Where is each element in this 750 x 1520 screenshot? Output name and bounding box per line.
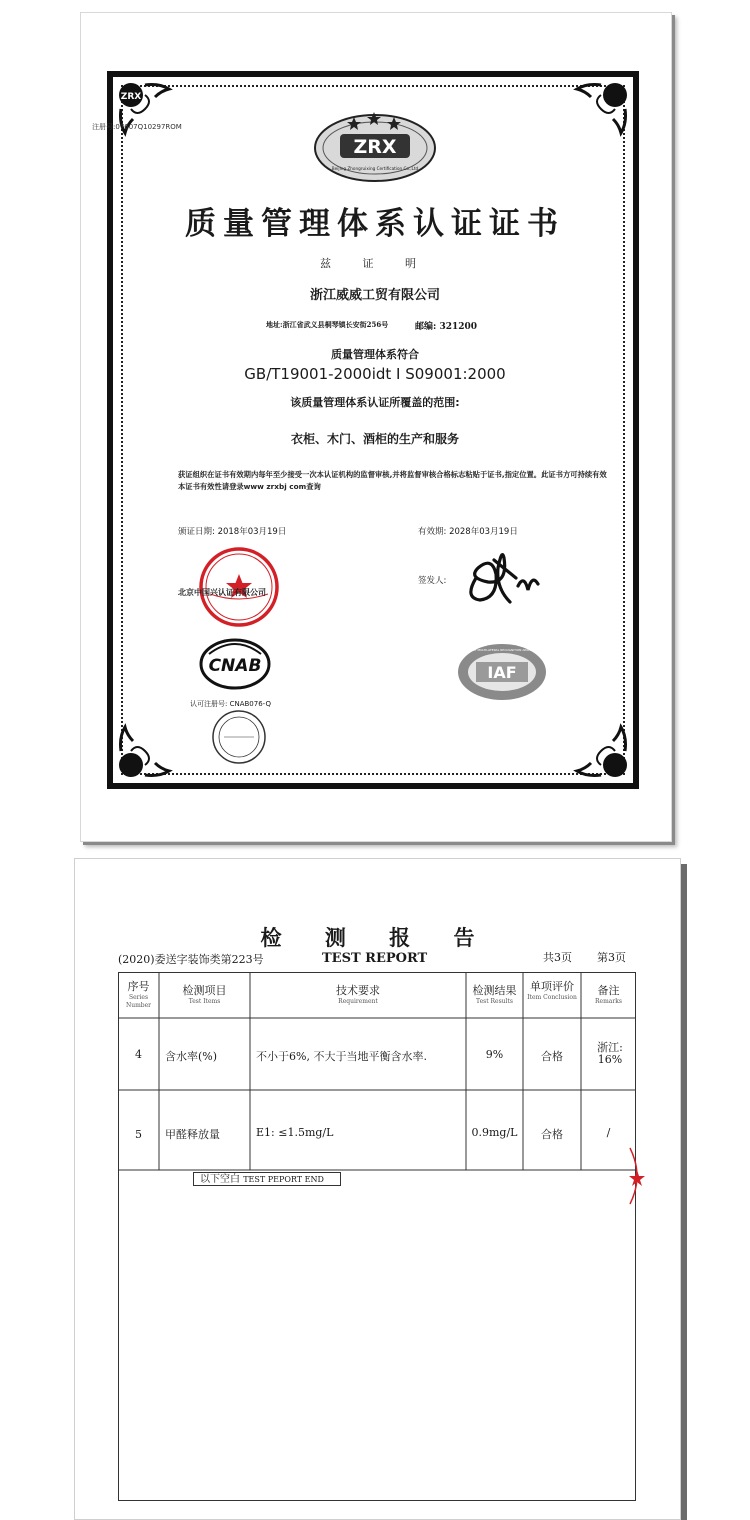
postcode: 邮编: 321200 [415,322,478,332]
report-page-number: 第3页 [597,951,626,964]
edge-seal-icon [626,1146,646,1206]
issue-date: 颁证日期: 2018年03月19日 [178,527,287,537]
standard-code: GB/T19001-2000idt I S09001:2000 [244,365,506,383]
row-5-conclusion: 合格 [541,1128,563,1141]
company-name: 浙江威威工贸有限公司 [309,288,440,303]
header-test-items: 检测项目 Test Items [182,984,227,1005]
cnab-logo-text: CNAB [208,656,262,676]
row-5-result: 0.9mg/L [471,1126,518,1139]
row-5-item: 甲醛释放量 [165,1128,220,1141]
row-5-number: 5 [135,1128,142,1141]
row-4-result: 9% [485,1048,504,1061]
scope-label: 该质量管理体系认证所覆盖的范围: [290,396,460,409]
row-4-requirement: 不小于6%, 不大于当地平衡含水率. [256,1050,427,1063]
registration-number: 注册号:07607Q10297ROM [92,123,182,131]
report-total-pages: 共3页 [543,951,572,964]
row-5-remark: / [606,1126,611,1139]
iaf-ring-text: MEMBER OF MULTILATERAL RECOGNITION ARRANGEMENT [458,648,546,652]
svg-text:ZRX: ZRX [120,92,142,102]
issuer-name: 北京中国兴认证有限公司 [178,587,266,597]
signature-icon [458,538,548,610]
qms-statement: 质量管理体系符合 [331,348,419,361]
header-series-number: 序号 Series Number [125,980,152,1009]
zrx-logo-icon [312,108,438,184]
zrx-logo-subtitle: Beijing Zhongruixing Certification Co.,Ltd [331,166,419,171]
row-4-item: 含水率(%) [165,1050,218,1063]
report-end-en: TEST PEPORT END [243,1175,324,1184]
signer-label: 签发人: [418,576,447,586]
report-title-en: TEST REPORT [322,951,428,966]
accreditation-number: 认可注册号: CNAB076-Q [190,700,271,708]
row-4-conclusion: 合格 [541,1050,563,1063]
row-4-number: 4 [135,1048,142,1061]
surveillance-stamp-icon [210,708,268,766]
header-test-results: 检测结果 Test Results [472,984,517,1005]
report-end-marker [193,1172,341,1186]
row-5-requirement: E1: ≤1.5mg/L [256,1126,334,1139]
iaf-logo-icon [456,642,548,702]
report-end-cn: 以下空白 [200,1174,240,1185]
expiry-date: 有效期: 2028年03月19日 [418,527,518,537]
cnab-logo-icon [195,636,275,692]
company-address: 地址:浙江省武义县桐琴镇长安街256号 [266,320,389,329]
header-item-conclusion: 单项评价 Item Conclusion [527,980,577,1001]
corner-ornament-icon [573,79,631,137]
row-4-remark: 浙江: 16% [597,1041,623,1066]
report-title: 检 测 报 告 [260,925,493,950]
certificate-notice: 获证组织在证书有效期内每年至少接受一次本认证机构的监督审核,并将监督审核合格标志粘贴于证书,指定位置。此证书方可持续有效 本证书有效性请登录www zrxbj com查询 [178,470,607,491]
attest-heading: 兹 证 明 [320,257,430,270]
certificate-title: 质量管理体系认证证书 [185,206,565,242]
header-remarks: 备注 Remarks [595,984,622,1005]
corner-ornament-icon [573,723,631,781]
iaf-logo-text: IAF [487,663,517,682]
header-requirement: 技术要求 Requirement [336,984,380,1005]
certification-scope: 衣柜、木门、酒柜的生产和服务 [290,432,459,446]
zrx-logo-text: ZRX [353,136,397,158]
report-code: (2020)委送字装饰类第223号 [118,953,264,966]
report-table [118,972,636,1502]
corner-ornament-icon [115,723,173,781]
